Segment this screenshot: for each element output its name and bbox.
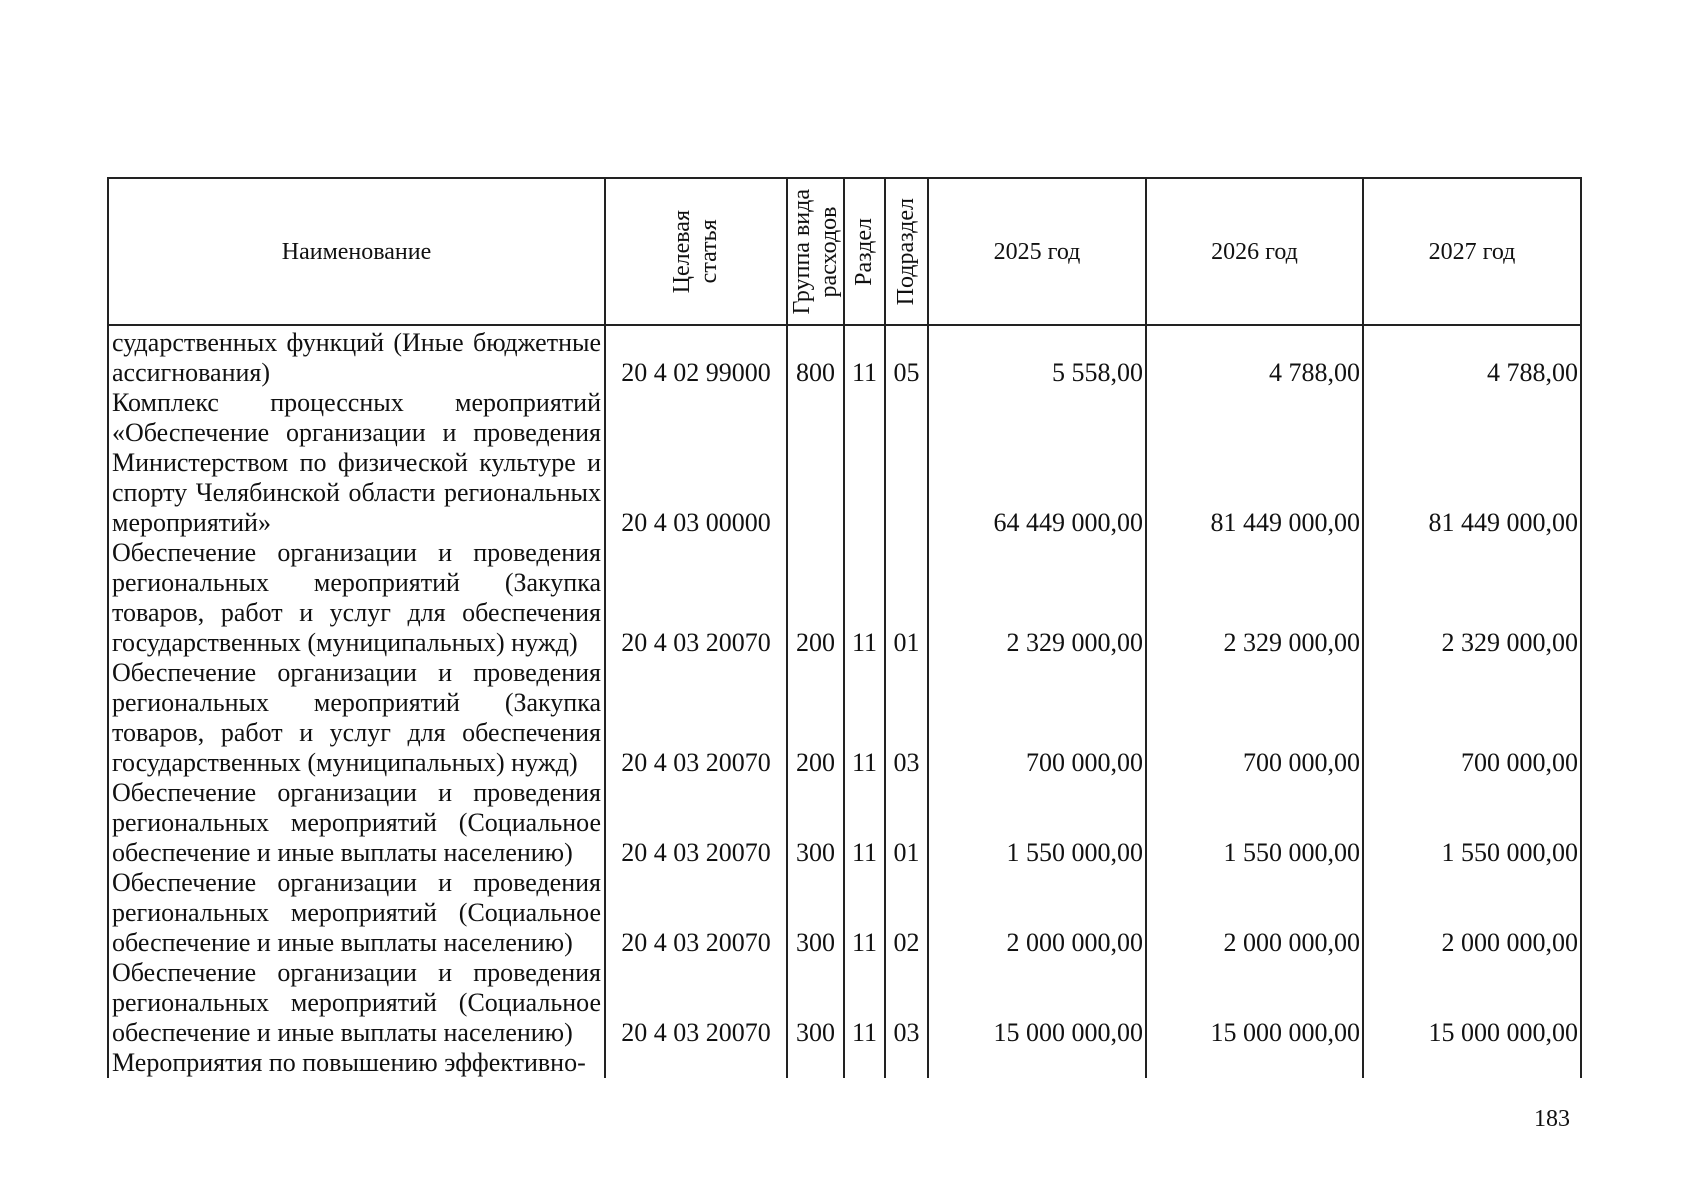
row-amount-2026: 15 000 000,00 [1146, 958, 1363, 1048]
header-subsection: Подраздел [885, 178, 928, 325]
row-amount-2026: 81 449 000,00 [1146, 388, 1363, 538]
table-row [108, 958, 1581, 1048]
row-section: 11 [844, 868, 885, 958]
row-expense-group [787, 1048, 844, 1078]
row-subsection [885, 1048, 928, 1078]
row-target-article: 20 4 03 20070 [605, 538, 787, 658]
table-row [108, 658, 1581, 778]
row-amount-2026: 700 000,00 [1146, 658, 1363, 778]
row-name: Обеспечение организации и проведения региональных мероприятий (Социальное обеспечение и иные выплаты населению) [108, 778, 605, 868]
header-2026: 2026 год [1146, 178, 1363, 325]
row-name: Мероприятия по повышению эффективно- [108, 1048, 605, 1078]
row-target-article: 20 4 02 99000 [605, 325, 787, 388]
row-name: Обеспечение организации и проведения региональных мероприятий (Социальное обеспечение и иные выплаты населению) [108, 958, 605, 1048]
header-target-article: Целевая статья [605, 178, 787, 325]
row-section [844, 388, 885, 538]
row-name: Комплекс процессных мероприятий «Обеспечение организации и проведения Министерством по физической культуре и спорту Челябинской области региональных мероприятий» [108, 388, 605, 538]
row-name: Обеспечение организации и проведения региональных мероприятий (Закупка товаров, работ и услуг для обеспечения государственных (муниципальных) нужд) [108, 538, 605, 658]
row-amount-2025: 700 000,00 [928, 658, 1146, 778]
page-number: 183 [1534, 1106, 1570, 1132]
row-target-article: 20 4 03 20070 [605, 868, 787, 958]
table-header [108, 178, 1581, 325]
row-subsection [885, 388, 928, 538]
row-expense-group: 300 [787, 958, 844, 1048]
table-row [108, 778, 1581, 868]
row-target-article: 20 4 03 20070 [605, 778, 787, 868]
header-expense-group: Группа вида расходов [787, 178, 844, 325]
row-subsection: 03 [885, 658, 928, 778]
row-amount-2027 [1363, 1048, 1581, 1078]
row-amount-2026: 2 329 000,00 [1146, 538, 1363, 658]
row-amount-2025: 2 000 000,00 [928, 868, 1146, 958]
row-amount-2026 [1146, 1048, 1363, 1078]
row-amount-2027: 81 449 000,00 [1363, 388, 1581, 538]
budget-table [107, 177, 1582, 1078]
header-section: Раздел [844, 178, 885, 325]
row-expense-group: 200 [787, 538, 844, 658]
row-amount-2026: 4 788,00 [1146, 325, 1363, 388]
row-subsection: 01 [885, 778, 928, 868]
row-amount-2027: 2 329 000,00 [1363, 538, 1581, 658]
row-subsection: 02 [885, 868, 928, 958]
row-amount-2025: 2 329 000,00 [928, 538, 1146, 658]
row-target-article: 20 4 03 20070 [605, 958, 787, 1048]
row-name: Обеспечение организации и проведения региональных мероприятий (Социальное обеспечение и иные выплаты населению) [108, 868, 605, 958]
row-amount-2025: 1 550 000,00 [928, 778, 1146, 868]
row-amount-2027: 4 788,00 [1363, 325, 1581, 388]
row-target-article: 20 4 03 20070 [605, 658, 787, 778]
table-body [108, 325, 1581, 1078]
row-section: 11 [844, 325, 885, 388]
row-amount-2025: 64 449 000,00 [928, 388, 1146, 538]
row-name: Обеспечение организации и проведения региональных мероприятий (Закупка товаров, работ и услуг для обеспечения государственных (муниципальных) нужд) [108, 658, 605, 778]
row-amount-2026: 2 000 000,00 [1146, 868, 1363, 958]
row-amount-2025 [928, 1048, 1146, 1078]
row-expense-group [787, 388, 844, 538]
row-amount-2027: 2 000 000,00 [1363, 868, 1581, 958]
header-name: Наименование [108, 178, 605, 325]
row-name: сударственных функций (Иные бюджетные ассигнования) [108, 325, 605, 388]
header-2027: 2027 год [1363, 178, 1581, 325]
row-expense-group: 800 [787, 325, 844, 388]
row-target-article: 20 4 03 00000 [605, 388, 787, 538]
row-amount-2027: 1 550 000,00 [1363, 778, 1581, 868]
row-subsection: 03 [885, 958, 928, 1048]
row-expense-group: 300 [787, 778, 844, 868]
row-amount-2026: 1 550 000,00 [1146, 778, 1363, 868]
table-row [108, 325, 1581, 388]
row-section: 11 [844, 958, 885, 1048]
header-2025: 2025 год [928, 178, 1146, 325]
row-amount-2025: 15 000 000,00 [928, 958, 1146, 1048]
row-section: 11 [844, 538, 885, 658]
row-section: 11 [844, 778, 885, 868]
table-row [108, 538, 1581, 658]
row-amount-2027: 700 000,00 [1363, 658, 1581, 778]
row-subsection: 01 [885, 538, 928, 658]
row-expense-group: 200 [787, 658, 844, 778]
row-section: 11 [844, 658, 885, 778]
row-section [844, 1048, 885, 1078]
table-row [108, 868, 1581, 958]
row-subsection: 05 [885, 325, 928, 388]
row-amount-2027: 15 000 000,00 [1363, 958, 1581, 1048]
table-row [108, 388, 1581, 538]
row-target-article [605, 1048, 787, 1078]
table-row [108, 1048, 1581, 1078]
row-expense-group: 300 [787, 868, 844, 958]
row-amount-2025: 5 558,00 [928, 325, 1146, 388]
